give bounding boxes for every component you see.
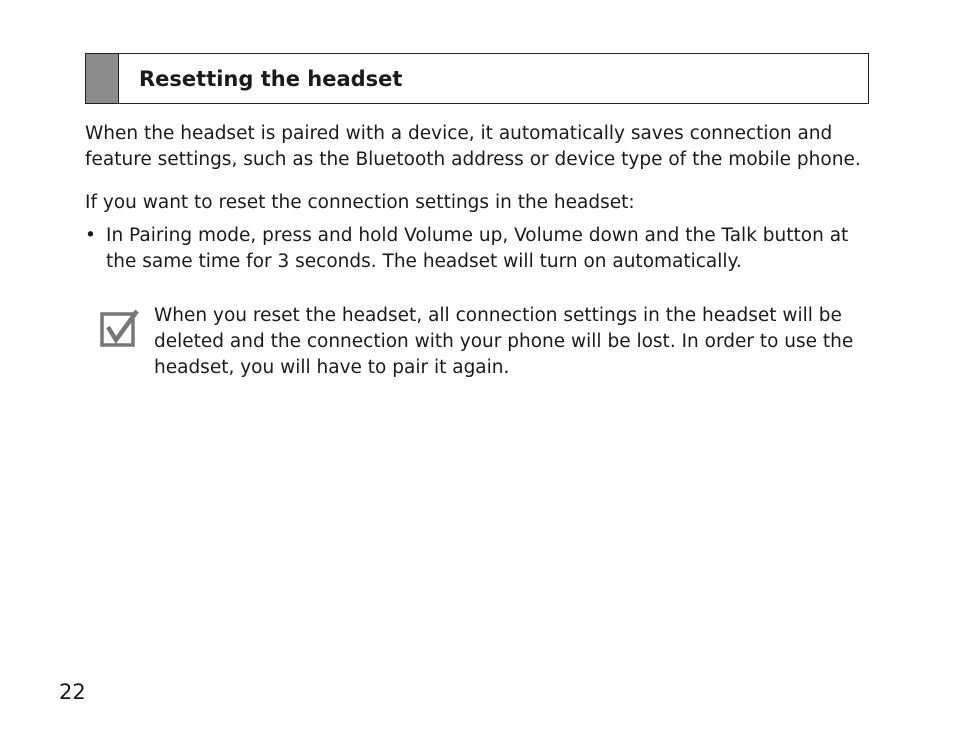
checkbox-check-icon-svg [100,309,140,349]
intro-paragraph: When the headset is paired with a device, it automatically saves connection and feature settings, such as the Bluetooth address or device type of the mobile phone. [85,123,861,170]
instruction-paragraph: If you want to reset the connection settings in the headset: [85,192,635,213]
section-title: Resetting the headset [139,67,403,91]
checkbox-check-icon [100,309,140,349]
bullet-text: In Pairing mode, press and hold Volume up, Volume down and the Talk button at the same time for 3 seconds. The headset will turn on automatically. [106,225,849,272]
section-header [85,53,869,104]
bullet-marker: • [85,225,96,246]
page-number: 22 [59,680,86,704]
note-text: When you reset the headset, all connection settings in the headset will be deleted and the connection with your phone will be lost. In order to use the headset, you will have to pair it again. [154,305,854,378]
section-header-tab [86,54,119,103]
